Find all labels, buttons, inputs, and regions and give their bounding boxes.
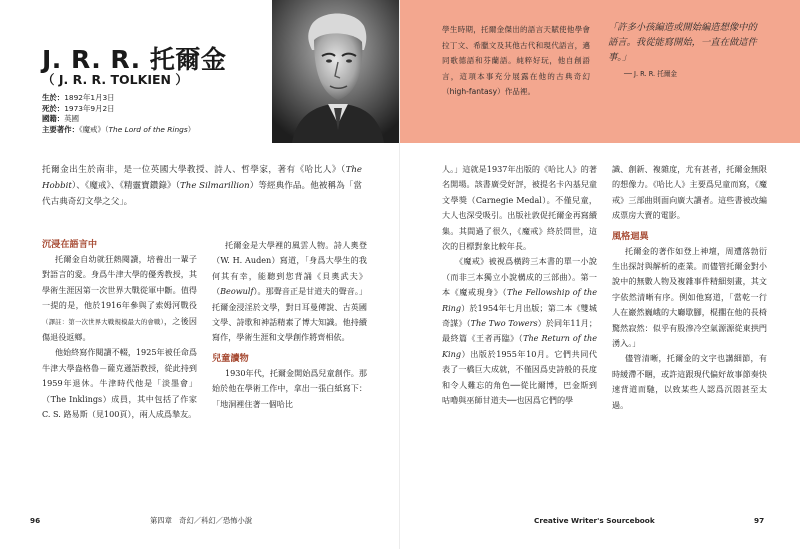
body-text: ）於1954年七月出版；第二本《雙城奇謀》（ bbox=[442, 302, 597, 329]
fact-born bbox=[42, 93, 195, 104]
body-text: ，之後因傷退役返鄉。 bbox=[42, 315, 197, 343]
fact-nationality bbox=[42, 114, 195, 125]
fact-died bbox=[42, 104, 195, 115]
intro-title-en: The Silmarillion bbox=[180, 181, 250, 191]
body-paragraph bbox=[442, 254, 597, 408]
left-column-2 bbox=[212, 238, 367, 412]
body-text: ）。那聲音正是甘道夫的聲音。」托爾金浸淫於文學，對日耳曼傳說、古英國文學、詩歌和神話精素了博大知識。他持續寫作，學術生涯和文學創作將齊相依。 bbox=[212, 286, 367, 343]
body-paragraph: 1930年代，托爾金開始爲兒童創作。那始於他在學術工作中，拿出一張白紙寫下：「地洞裡住著一個哈比 bbox=[212, 367, 367, 409]
body-text: 托爾金自幼就狂熱閱讀，培養出一輩子對語言的愛。身爲牛津大學的優秀教授，其學術生涯因第一次世界大戰從軍中斷。值得一提的是，他於1916年參與了索姆河戰役 bbox=[42, 254, 197, 311]
body-title-en: The Two Towers bbox=[470, 318, 538, 329]
body-paragraph: 托爾金的著作如登上神壇，周遭落勃衍生出探討與解析的產業。而儘管托爾金對小說中的無數人物及複雜事件精細刻畫，其文字依然清晰有序。例如他寫道，「當乾一行人在巖然巍峨的大廳歇腳，棍擱在他的長椅驚然寂然：似乎有股滲冷空氣源源從東拱門湧入。」 bbox=[612, 245, 767, 349]
page-number: 97 bbox=[754, 516, 765, 525]
fact-list bbox=[42, 93, 195, 135]
fact-label: 死於： bbox=[42, 103, 65, 113]
intro-title-en: The Hobbit bbox=[42, 165, 362, 191]
sidebar-panel bbox=[400, 0, 800, 143]
right-column-1 bbox=[442, 162, 597, 409]
chapter-label: 第四章 奇幻／科幻／恐怖小說 bbox=[150, 516, 253, 525]
fact-value: 《魔戒》（ bbox=[78, 124, 109, 134]
right-column-2 bbox=[612, 162, 767, 413]
fact-works-english: The Lord of the Rings bbox=[108, 124, 188, 134]
intro-paragraph bbox=[42, 162, 362, 210]
section-heading: 風格迴異 bbox=[612, 230, 649, 242]
body-text: ）出版於1955年10月。它們共同代表了一橋巨大成就，不僅因爲史詩般的長度和令人難忘的角色──從比爾博，巴金斯到咕嚕與巫師甘道夫──也因爲它們的學 bbox=[442, 348, 597, 406]
fact-value-end: ） bbox=[187, 124, 196, 134]
book-title-footer: Creative Writer's Sourcebook bbox=[534, 516, 655, 525]
right-page bbox=[400, 0, 800, 549]
author-portrait bbox=[272, 0, 400, 143]
intro-text: 托爾金出生於南非，是一位英國大學教授、詩人、哲學家，著有《哈比人》（ bbox=[42, 165, 346, 175]
fact-label: 國籍： bbox=[42, 114, 65, 124]
body-paragraph: 他始終寫作閱讀不輟，1925年被任命爲牛津大學盎格魯－薩克遜語教授，從此持到1959年退休。牛津時代他是「淡墨會」（The Inklings）成員，其中包括了作家C. S. 路易斯（見100頁），兩人成爲摯友。 bbox=[42, 347, 197, 420]
section-heading: 兒童讀物 bbox=[212, 352, 249, 364]
portrait-illustration bbox=[272, 0, 400, 143]
body-paragraph: 儘管清晰，托爾金的文字也講細節，有時緩滯不睏，或許這跟現代偏好故事節奏快速背道而馳，以致某些人認爲沉悶甚至太過。 bbox=[612, 353, 767, 410]
intro-text: ）等經典作品。他被稱為「當代古典奇幻文學之父」。 bbox=[42, 181, 362, 207]
page-title-english: （ J. R. R. TOLKIEN ） bbox=[42, 72, 188, 87]
sidebar-text: 學生時期，托爾金傑出的語言天賦使他學會拉丁文、希臘文及其他古代和現代語言，邁同歌德語和芬蘭語。純粹好玩，他自創語言，這項本事充分展露在他的古典奇幻（high-fantasy）作品裡。 bbox=[442, 25, 590, 97]
fact-label: 生於： bbox=[42, 93, 65, 102]
body-text: 《魔戒》被視爲橫跨三本書的單一小說（而非三本獨立小說構成的三部曲）。第一本《魔戒現身》（ bbox=[442, 256, 597, 298]
fact-value: 英國 bbox=[64, 114, 79, 124]
body-title-en: Beowulf bbox=[220, 286, 254, 297]
intro-text: ）、《魔戒》、《精靈寶鑽錄》（ bbox=[71, 181, 181, 191]
quote-author: ── J. R. R. 托爾金 bbox=[624, 70, 678, 78]
body-paragraph: 人。」這就是1937年出版的《哈比人》的著名開場。該書廣受好評，被提名卡內基兒童文學獎（Carnegie Medal）。不僅兒童，大人也深受吸引。出版社敦促托爾金再寫續集。其間過了很久，《魔戒》終於問世，這次的目標對象比較年長。 bbox=[442, 164, 597, 252]
body-paragraph bbox=[212, 238, 367, 346]
pull-quote bbox=[608, 20, 760, 78]
quote-text: 「許多小孩編造或開始編造想像中的語言。我從能寫開始，一直在做這件事。」 bbox=[608, 22, 757, 63]
page-number: 96 bbox=[30, 516, 41, 525]
section-heading: 沉浸在語言中 bbox=[42, 239, 98, 250]
fact-works bbox=[42, 125, 195, 136]
fact-value: 1973年9月2日 bbox=[64, 103, 115, 113]
body-paragraph: 識、創新、複雜度，尤有甚者，托爾金無限的想像力。《哈比人》主要爲兒童而寫，《魔戒》三部曲則面向廣大讀者。這些書被改編成票房大賣的電影。 bbox=[612, 164, 767, 221]
body-title-en: The Return of the King bbox=[442, 333, 597, 359]
page-title: J. R. R. 托爾金 bbox=[42, 45, 227, 74]
body-text: ）於同年11月；最終篇《王者再臨》（ bbox=[442, 318, 598, 344]
body-title-en: The Fellowship of the Ring bbox=[442, 287, 597, 313]
fact-value: 1892年1月3日 bbox=[64, 93, 115, 102]
left-column-1 bbox=[42, 238, 197, 422]
body-paragraph bbox=[42, 252, 197, 345]
fact-label: 主要著作： bbox=[42, 124, 79, 134]
translator-note: （譯註：第一次世界大戰規模最大的會戰） bbox=[42, 317, 164, 326]
body-text: 托爾金是大學裡的風雲人物。詩人奧登（W. H. Auden）寫道，「身爲大學生的我何其有幸，能聽到您背誦《貝奧武夫》（ bbox=[212, 240, 367, 297]
